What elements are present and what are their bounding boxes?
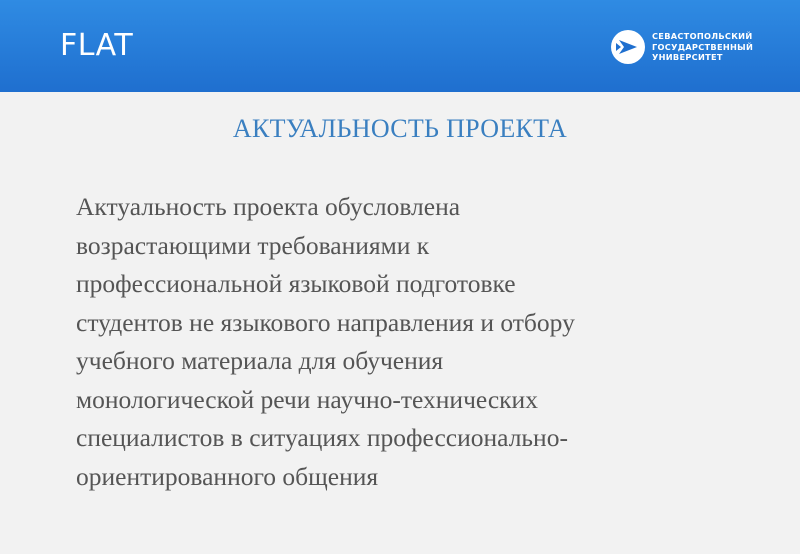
body-line: монологической речи научно-технических — [76, 384, 538, 414]
university-logo — [610, 27, 770, 69]
logo-line: УНИВЕРСИТЕТ — [652, 52, 723, 62]
header-bar — [0, 0, 800, 92]
logo-text — [652, 31, 753, 63]
body-line: учебного материала для обучения — [76, 346, 444, 375]
logo-line: ГОСУДАРСТВЕННЫЙ — [652, 41, 754, 52]
body-line: возрастающими требованиями к — [76, 230, 430, 260]
body-line: ориентированного общения — [76, 461, 379, 491]
body-line: профессиональной языковой подготовке — [76, 269, 516, 298]
body-line: студентов не языкового направления и отбору — [76, 307, 575, 337]
slide-title: АКТУАЛЬНОСТЬ ПРОЕКТА — [232, 114, 568, 143]
body-line: Актуальность проекта обусловлена — [76, 192, 461, 221]
university-emblem-icon — [610, 29, 646, 65]
body-paragraph — [76, 188, 746, 496]
header-title: FLAT — [60, 28, 134, 63]
logo-line: СЕВАСТОПОЛЬСКИЙ — [652, 31, 753, 41]
body-line: специалистов в ситуациях профессионально- — [76, 423, 568, 452]
